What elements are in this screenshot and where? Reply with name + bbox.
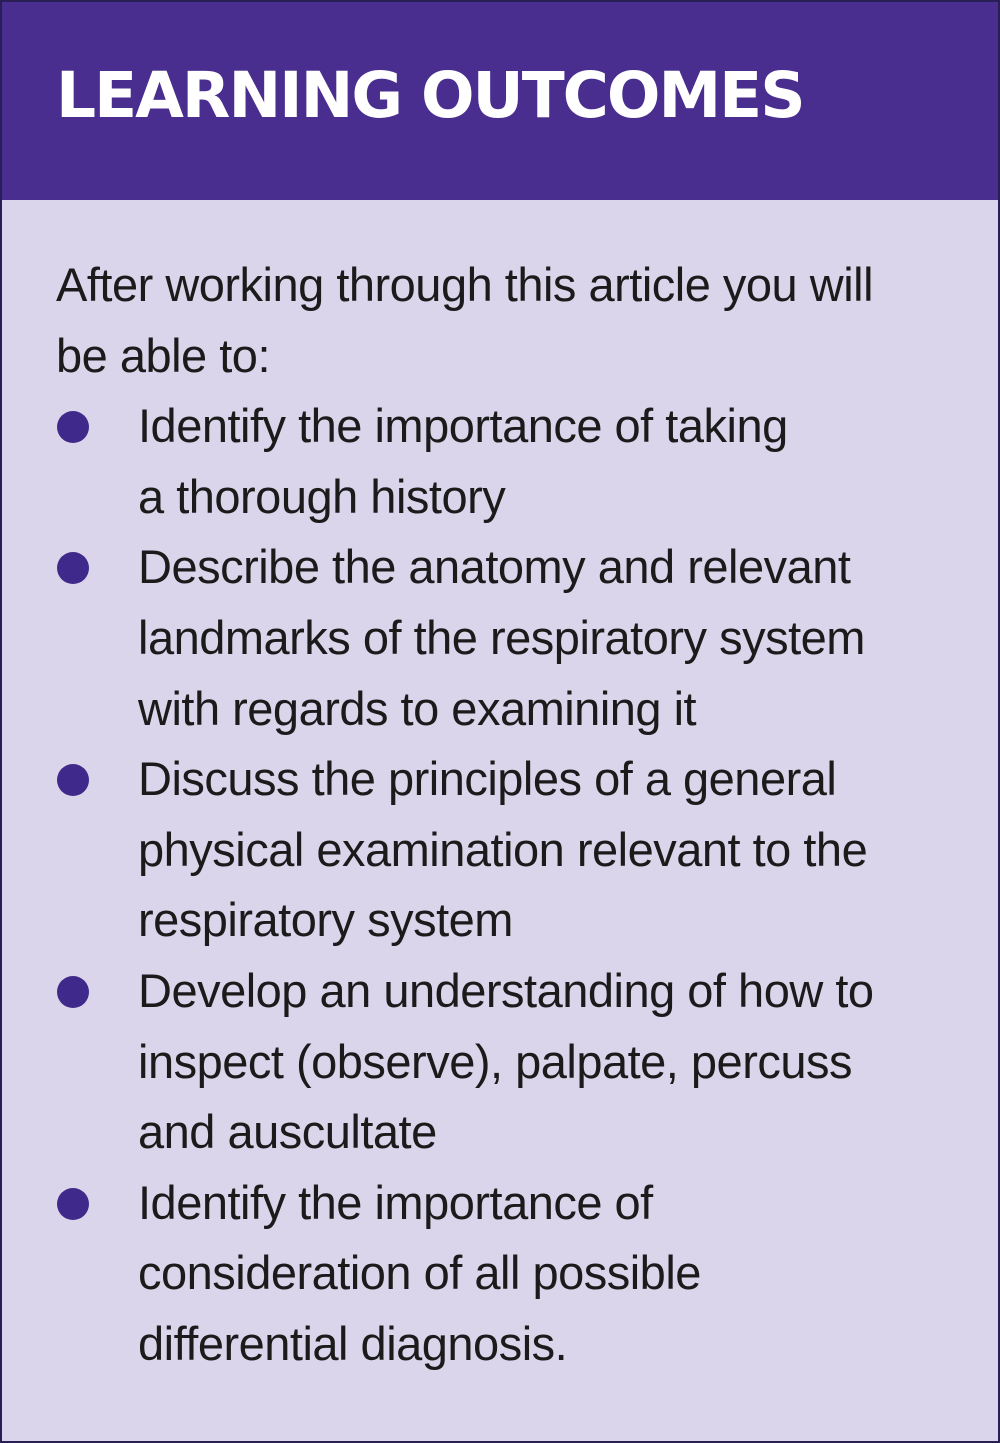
list-item-line: Develop an understanding of how to xyxy=(138,963,874,1017)
list-item xyxy=(56,391,944,532)
list-item xyxy=(56,956,944,1168)
list-item-line: a thorough history xyxy=(138,469,506,523)
list-item-line: landmarks of the respiratory system xyxy=(138,610,865,664)
outcomes-list xyxy=(56,391,944,1379)
list-item-line: physical examination relevant to the xyxy=(138,822,868,876)
header-banner xyxy=(2,2,998,200)
list-item-line: Discuss the principles of a general xyxy=(138,752,837,806)
list-item-line: Identify the importance of xyxy=(138,1175,653,1229)
intro-line-1: After working through this article you will xyxy=(56,258,874,311)
list-item-line: Describe the anatomy and relevant xyxy=(138,540,851,594)
list-item-line: inspect (observe), palpate, percuss xyxy=(138,1034,852,1088)
bullet-icon xyxy=(57,552,89,584)
list-item-line: consideration of all possible xyxy=(138,1246,701,1300)
list-item xyxy=(56,532,944,744)
list-item-line: respiratory system xyxy=(138,893,513,947)
bullet-icon xyxy=(57,976,89,1008)
bullet-icon xyxy=(57,764,89,796)
bullet-icon xyxy=(57,411,89,443)
intro-text xyxy=(56,250,944,391)
list-item-line: Identify the importance of taking xyxy=(138,399,788,453)
list-item xyxy=(56,1168,944,1380)
bullet-icon xyxy=(57,1188,89,1220)
box-title: LEARNING OUTCOMES xyxy=(56,59,804,132)
content-area xyxy=(2,200,998,1380)
list-item-line: differential diagnosis. xyxy=(138,1316,568,1370)
intro-line-2: be able to: xyxy=(56,328,271,382)
list-item-line: and auscultate xyxy=(138,1105,437,1159)
list-item-line: with regards to examining it xyxy=(138,681,697,735)
list-item xyxy=(56,744,944,956)
